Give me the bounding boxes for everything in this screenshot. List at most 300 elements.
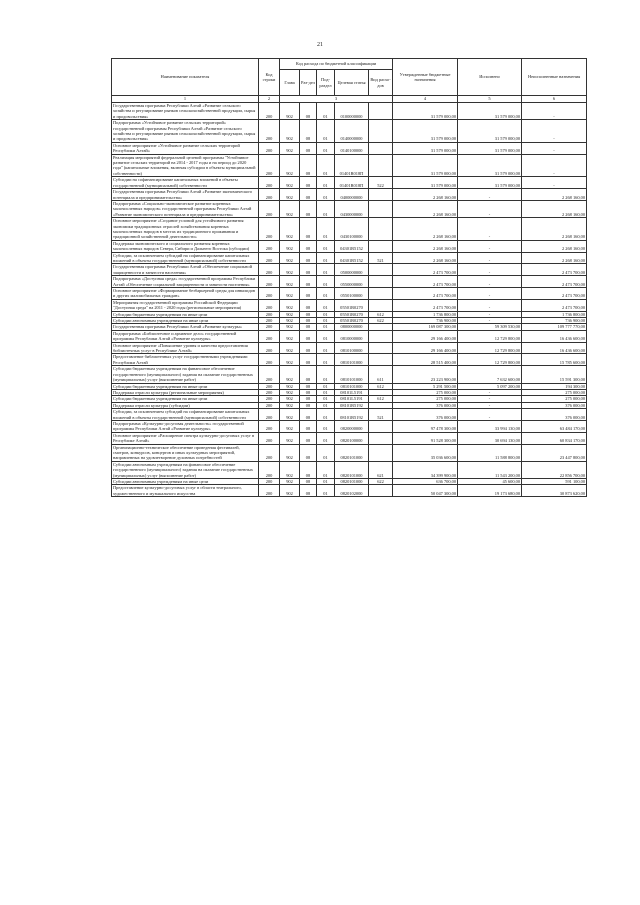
- row-razdel: 08: [300, 461, 317, 478]
- row-name: Подпрограмма «Культурно-досуговая деятельность» государственной программы Республики Алтай «Развитие культуры»: [112, 420, 259, 432]
- row-unexecuted: 2 473 700,00: [522, 276, 587, 288]
- row-line-code: 200: [259, 154, 280, 177]
- table-row: [112, 200, 587, 217]
- row-line-code: 200: [259, 218, 280, 241]
- row-unexecuted: 60 834 170,00: [522, 432, 587, 444]
- row-podrazdel: 01: [317, 142, 335, 154]
- header-target: Целевая статья: [335, 70, 369, 96]
- row-executed: -: [458, 389, 522, 395]
- row-name: Основное мероприятие «Расширение спектра культурно-досуговых услуг в Республике Алтай»: [112, 432, 259, 444]
- row-unexecuted: 2 268 160,00: [522, 252, 587, 264]
- row-name: Основное мероприятие «Формирование безбарьерной среды для инвалидов и других маломобильных граждан»: [112, 288, 259, 300]
- row-executed: 12 729 800,00: [458, 342, 522, 354]
- row-expense-type: 521: [369, 409, 393, 421]
- row-glava: 902: [280, 276, 300, 288]
- table-row: [112, 324, 587, 330]
- row-approved: 31 579 000,00: [393, 103, 458, 120]
- row-target: 0810100000: [335, 342, 369, 354]
- row-line-code: 200: [259, 396, 280, 402]
- row-podrazdel: 01: [317, 409, 335, 421]
- row-glava: 902: [280, 299, 300, 311]
- row-executed: 59 309 530,00: [458, 324, 522, 330]
- row-name: Субсидии, за исключением субсидий на софинансирование капитальных вложений в объекты государственной (муниципальной) собственности: [112, 252, 259, 264]
- row-target: 0550100000: [335, 288, 369, 300]
- row-target: 0820102000: [335, 485, 369, 497]
- row-unexecuted: 2 473 700,00: [522, 264, 587, 276]
- row-name: Государственная программа Республики Алтай «Развитие сельского хозяйства и регулирование рынков сельскохозяйственной продукции, сырья и продовольствия»: [112, 103, 259, 120]
- row-line-code: 200: [259, 354, 280, 366]
- table-row: [112, 189, 587, 201]
- table-row: [112, 276, 587, 288]
- row-glava: 902: [280, 318, 300, 324]
- row-unexecuted: 591 100,00: [522, 479, 587, 485]
- row-executed: -: [458, 299, 522, 311]
- row-approved: 2 473 700,00: [393, 264, 458, 276]
- row-executed: -: [458, 396, 522, 402]
- row-podrazdel: 01: [317, 120, 335, 143]
- row-podrazdel: 01: [317, 444, 335, 461]
- row-approved: 2 268 160,00: [393, 189, 458, 201]
- row-razdel: 08: [300, 420, 317, 432]
- row-name: Субсидии бюджетным учреждениям на финансовое обеспечение государственного (муниципального) задания на оказание государственных (муниципальных) услуг (выполнение работ): [112, 366, 259, 383]
- row-unexecuted: -: [522, 177, 587, 189]
- column-number: 6: [522, 96, 587, 103]
- row-expense-type: [369, 189, 393, 201]
- row-target: 0820100000: [335, 432, 369, 444]
- header-glava: Глава: [280, 70, 300, 96]
- row-executed: -: [458, 409, 522, 421]
- row-razdel: 08: [300, 318, 317, 324]
- row-executed: -: [458, 288, 522, 300]
- row-line-code: 200: [259, 288, 280, 300]
- row-expense-type: [369, 142, 393, 154]
- row-glava: 902: [280, 354, 300, 366]
- row-razdel: 08: [300, 103, 317, 120]
- row-glava: 902: [280, 103, 300, 120]
- row-podrazdel: 01: [317, 366, 335, 383]
- row-approved: 5 291 500,00: [393, 383, 458, 389]
- header-line-code: Код строки: [259, 59, 280, 96]
- row-target: 08101L5191: [335, 389, 369, 395]
- row-executed: 33 994 130,00: [458, 420, 522, 432]
- row-target: 08101R5192: [335, 409, 369, 421]
- row-approved: 2 268 160,00: [393, 218, 458, 241]
- row-executed: 12 729 800,00: [458, 330, 522, 342]
- row-approved: 31 579 000,00: [393, 120, 458, 143]
- row-executed: 31 579 000,00: [458, 142, 522, 154]
- row-razdel: 08: [300, 264, 317, 276]
- row-line-code: 200: [259, 311, 280, 317]
- row-podrazdel: 01: [317, 479, 335, 485]
- row-approved: 2 473 700,00: [393, 288, 458, 300]
- row-unexecuted: -: [522, 120, 587, 143]
- row-glava: 902: [280, 396, 300, 402]
- row-target: 05501R0270: [335, 311, 369, 317]
- row-podrazdel: 01: [317, 420, 335, 432]
- row-name: Субсидии бюджетным учреждениям на иные цели: [112, 311, 259, 317]
- row-target: 01401R018П: [335, 177, 369, 189]
- row-podrazdel: 01: [317, 396, 335, 402]
- row-unexecuted: 2 268 160,00: [522, 200, 587, 217]
- row-unexecuted: 2 473 700,00: [522, 288, 587, 300]
- row-executed: 31 579 000,00: [458, 103, 522, 120]
- row-name: Подпрограмма «Социально-экономическое развитие коренных малочисленных народов» государственной программы Республики Алтай «Развитие экономического потенциала и предпринимательства»: [112, 200, 259, 217]
- row-unexecuted: 16 436 600,00: [522, 330, 587, 342]
- row-name: Реализация мероприятий федеральной целевой программы "Устойчивое развитие сельских территорий на 2014 - 2017 годы и на период до 2020 года" (капитальные вложения, включая субсидии в объекты муниципальной собственности): [112, 154, 259, 177]
- row-razdel: 08: [300, 479, 317, 485]
- row-podrazdel: 01: [317, 264, 335, 276]
- row-line-code: 200: [259, 177, 280, 189]
- row-expense-type: 521: [369, 252, 393, 264]
- row-line-code: 200: [259, 120, 280, 143]
- row-approved: 376 000,00: [393, 409, 458, 421]
- row-podrazdel: 01: [317, 288, 335, 300]
- row-glava: 902: [280, 252, 300, 264]
- row-glava: 902: [280, 366, 300, 383]
- row-expense-type: [369, 288, 393, 300]
- table-row: [112, 330, 587, 342]
- row-razdel: 08: [300, 276, 317, 288]
- row-line-code: 200: [259, 318, 280, 324]
- row-target: 0820000000: [335, 420, 369, 432]
- row-podrazdel: 01: [317, 318, 335, 324]
- row-glava: 902: [280, 402, 300, 408]
- row-unexecuted: 1 736 800,00: [522, 311, 587, 317]
- row-approved: 31 579 000,00: [393, 142, 458, 154]
- row-expense-type: 621: [369, 461, 393, 478]
- row-unexecuted: 376 000,00: [522, 409, 587, 421]
- column-number: 5: [458, 96, 522, 103]
- row-razdel: 08: [300, 383, 317, 389]
- header-classification: Код расхода по бюджетной классификации: [280, 59, 393, 70]
- table-body: [112, 103, 587, 497]
- row-line-code: 200: [259, 383, 280, 389]
- row-approved: 97 478 300,00: [393, 420, 458, 432]
- table-row: [112, 142, 587, 154]
- header-name: Наименование показателя: [112, 59, 259, 96]
- row-target: 05501R0270: [335, 318, 369, 324]
- row-line-code: 200: [259, 200, 280, 217]
- row-expense-type: 611: [369, 366, 393, 383]
- row-executed: -: [458, 189, 522, 201]
- row-razdel: 08: [300, 252, 317, 264]
- page-number: 21: [317, 42, 323, 48]
- row-podrazdel: 01: [317, 218, 335, 241]
- table-row: [112, 288, 587, 300]
- row-approved: 275 000,00: [393, 396, 458, 402]
- row-glava: 902: [280, 120, 300, 143]
- row-target: 0400000000: [335, 189, 369, 201]
- row-line-code: 200: [259, 264, 280, 276]
- row-approved: 2 268 160,00: [393, 240, 458, 252]
- row-executed: 12 729 800,00: [458, 354, 522, 366]
- row-razdel: 08: [300, 342, 317, 354]
- row-target: 0500000000: [335, 264, 369, 276]
- row-target: 04301R5152: [335, 252, 369, 264]
- table-row: [112, 354, 587, 366]
- header-expense-type: Вид расхо-дов: [369, 70, 393, 96]
- row-unexecuted: 275 000,00: [522, 396, 587, 402]
- table-row: [112, 299, 587, 311]
- row-podrazdel: 01: [317, 276, 335, 288]
- row-podrazdel: 01: [317, 240, 335, 252]
- row-executed: -: [458, 311, 522, 317]
- row-razdel: 08: [300, 240, 317, 252]
- row-target: 0820101000: [335, 444, 369, 461]
- row-approved: 34 399 900,00: [393, 461, 458, 478]
- row-name: Организационно-техническое обеспечение проведения фестивалей, смотров, конкурсов, концертов и иных культурных мероприятий, направленных на удовлетворение духовных потребностей: [112, 444, 259, 461]
- row-podrazdel: 01: [317, 103, 335, 120]
- row-line-code: 200: [259, 103, 280, 120]
- row-expense-type: [369, 420, 393, 432]
- row-line-code: 200: [259, 389, 280, 395]
- row-executed: -: [458, 240, 522, 252]
- row-glava: 902: [280, 324, 300, 330]
- header-approved: Утвержденные бюджетные назначения: [393, 59, 458, 96]
- row-expense-type: [369, 276, 393, 288]
- row-approved: 31 579 000,00: [393, 154, 458, 177]
- row-razdel: 08: [300, 354, 317, 366]
- row-glava: 902: [280, 420, 300, 432]
- row-unexecuted: 15 785 600,00: [522, 354, 587, 366]
- row-expense-type: [369, 120, 393, 143]
- row-podrazdel: 01: [317, 402, 335, 408]
- row-approved: 91 528 300,00: [393, 432, 458, 444]
- row-approved: 736 900,00: [393, 318, 458, 324]
- row-approved: 636 700,00: [393, 479, 458, 485]
- row-razdel: 08: [300, 200, 317, 217]
- row-line-code: 200: [259, 432, 280, 444]
- row-unexecuted: 22 856 700,00: [522, 461, 587, 478]
- row-target: 0430000000: [335, 200, 369, 217]
- row-podrazdel: 01: [317, 299, 335, 311]
- row-glava: 902: [280, 485, 300, 497]
- row-razdel: 08: [300, 324, 317, 330]
- row-executed: 19 173 680,00: [458, 485, 522, 497]
- row-podrazdel: 01: [317, 485, 335, 497]
- row-expense-type: [369, 103, 393, 120]
- table-row: [112, 485, 587, 497]
- row-line-code: 200: [259, 420, 280, 432]
- row-name: Предоставление библиотечных услуг государственными учреждениями Республики Алтай: [112, 354, 259, 366]
- row-unexecuted: 30 873 620,00: [522, 485, 587, 497]
- row-expense-type: [369, 240, 393, 252]
- row-target: 0820101000: [335, 461, 369, 478]
- row-podrazdel: 01: [317, 342, 335, 354]
- row-unexecuted: 736 900,00: [522, 318, 587, 324]
- table-row: [112, 103, 587, 120]
- row-approved: 2 473 700,00: [393, 299, 458, 311]
- column-number: 2: [259, 96, 280, 103]
- row-executed: -: [458, 200, 522, 217]
- table-row: [112, 154, 587, 177]
- row-razdel: 08: [300, 402, 317, 408]
- table-row: [112, 383, 587, 389]
- row-target: 08101L5191: [335, 396, 369, 402]
- row-executed: 31 579 000,00: [458, 154, 522, 177]
- row-approved: 169 087 300,00: [393, 324, 458, 330]
- row-expense-type: 612: [369, 396, 393, 402]
- row-podrazdel: 01: [317, 189, 335, 201]
- row-executed: -: [458, 402, 522, 408]
- row-unexecuted: -: [522, 154, 587, 177]
- row-target: 08101R5192: [335, 402, 369, 408]
- row-name: Субсидии на софинансирование капитальных вложений в объекты государственной (муниципальной) собственности: [112, 177, 259, 189]
- row-expense-type: [369, 444, 393, 461]
- table-row: [112, 240, 587, 252]
- row-line-code: 200: [259, 444, 280, 461]
- row-name: Субсидии автономным учреждениям на иные цели: [112, 479, 259, 485]
- row-unexecuted: 15 591 300,00: [522, 366, 587, 383]
- table-row: [112, 342, 587, 354]
- row-executed: 11 588 800,00: [458, 444, 522, 461]
- row-razdel: 08: [300, 189, 317, 201]
- row-target: 0550000000: [335, 276, 369, 288]
- row-unexecuted: 376 000,00: [522, 402, 587, 408]
- row-expense-type: 612: [369, 311, 393, 317]
- row-glava: 902: [280, 444, 300, 461]
- row-approved: 275 000,00: [393, 389, 458, 395]
- row-expense-type: 612: [369, 383, 393, 389]
- row-line-code: 200: [259, 461, 280, 478]
- row-glava: 902: [280, 479, 300, 485]
- row-razdel: 08: [300, 311, 317, 317]
- row-glava: 902: [280, 142, 300, 154]
- row-approved: 2 473 700,00: [393, 276, 458, 288]
- row-line-code: 200: [259, 366, 280, 383]
- row-glava: 902: [280, 154, 300, 177]
- row-unexecuted: 2 268 160,00: [522, 218, 587, 241]
- row-executed: 7 632 600,00: [458, 366, 522, 383]
- row-unexecuted: -: [522, 142, 587, 154]
- row-name: Подпрограмма «Доступная среда» государственной программы Республики Алтай «Обеспечение социальной защищенности и занятости населения»: [112, 276, 259, 288]
- header-razdel: Раз-дел: [300, 70, 317, 96]
- row-approved: 23 223 900,00: [393, 366, 458, 383]
- row-name: Основное мероприятие «Повышение уровня и качества предоставления библиотечных услуг в Республике Алтай»: [112, 342, 259, 354]
- row-approved: 1 736 800,00: [393, 311, 458, 317]
- row-target: 0100000000: [335, 103, 369, 120]
- row-glava: 902: [280, 189, 300, 201]
- row-name: Субсидии автономным учреждениям на иные цели: [112, 318, 259, 324]
- row-unexecuted: 109 777 770,00: [522, 324, 587, 330]
- row-razdel: 08: [300, 288, 317, 300]
- row-unexecuted: 2 268 160,00: [522, 189, 587, 201]
- row-target: 0810101000: [335, 354, 369, 366]
- row-executed: 45 600,00: [458, 479, 522, 485]
- table-row: [112, 444, 587, 461]
- row-approved: 31 579 000,00: [393, 177, 458, 189]
- row-razdel: 08: [300, 389, 317, 395]
- row-razdel: 08: [300, 444, 317, 461]
- table-row: [112, 479, 587, 485]
- row-approved: 29 166 400,00: [393, 330, 458, 342]
- row-podrazdel: 01: [317, 383, 335, 389]
- table-row: [112, 420, 587, 432]
- row-podrazdel: 01: [317, 311, 335, 317]
- row-approved: 50 047 300,00: [393, 485, 458, 497]
- row-podrazdel: 01: [317, 354, 335, 366]
- row-approved: 28 515 400,00: [393, 354, 458, 366]
- row-target: 0800000000: [335, 324, 369, 330]
- column-number: 4: [393, 96, 458, 103]
- row-razdel: 08: [300, 485, 317, 497]
- row-line-code: 200: [259, 479, 280, 485]
- row-glava: 902: [280, 177, 300, 189]
- row-line-code: 200: [259, 485, 280, 497]
- row-expense-type: 622: [369, 479, 393, 485]
- row-podrazdel: 01: [317, 461, 335, 478]
- row-executed: -: [458, 276, 522, 288]
- row-unexecuted: 16 436 600,00: [522, 342, 587, 354]
- row-name: Подпрограмма «Устойчивое развитие сельских территорий» государственной программы Республики Алтай «Развитие сельского хозяйства и регулирование рынков сельскохозяйственной продукции, сырья и продовольствия»: [112, 120, 259, 143]
- row-line-code: 200: [259, 409, 280, 421]
- row-glava: 902: [280, 288, 300, 300]
- row-razdel: 08: [300, 177, 317, 189]
- row-name: Субсидии бюджетным учреждениям на иные цели: [112, 396, 259, 402]
- row-glava: 902: [280, 383, 300, 389]
- row-name: Основное мероприятие «Устойчивое развитие сельских территорий Республики Алтай»: [112, 142, 259, 154]
- row-glava: 902: [280, 342, 300, 354]
- row-expense-type: [369, 154, 393, 177]
- row-executed: 5 097 200,00: [458, 383, 522, 389]
- row-executed: -: [458, 218, 522, 241]
- header-executed: Исполнено: [458, 59, 522, 96]
- row-unexecuted: 2 268 160,00: [522, 240, 587, 252]
- row-expense-type: [369, 485, 393, 497]
- row-name: Предоставление культурно-досуговых услуг в области театрального, художественного и музыкального искусства: [112, 485, 259, 497]
- table-row: [112, 432, 587, 444]
- row-podrazdel: 01: [317, 389, 335, 395]
- row-glava: 902: [280, 218, 300, 241]
- row-razdel: 08: [300, 142, 317, 154]
- row-line-code: 200: [259, 189, 280, 201]
- row-razdel: 08: [300, 299, 317, 311]
- row-executed: -: [458, 264, 522, 276]
- row-target: 05501R0270: [335, 299, 369, 311]
- table-row: [112, 218, 587, 241]
- row-name: Субсидии автономным учреждениям на финансовое обеспечение государственного (муниципального) задания на оказание государственных (муниципальных) услуг (выполнение работ): [112, 461, 259, 478]
- row-approved: 29 166 400,00: [393, 342, 458, 354]
- row-executed: -: [458, 252, 522, 264]
- table-row: [112, 366, 587, 383]
- row-razdel: 08: [300, 396, 317, 402]
- row-podrazdel: 01: [317, 200, 335, 217]
- row-name: Государственная программа Республики Алтай «Развитие культуры»: [112, 324, 259, 330]
- row-expense-type: 622: [369, 318, 393, 324]
- row-razdel: 08: [300, 120, 317, 143]
- row-podrazdel: 01: [317, 177, 335, 189]
- column-number: 3: [280, 96, 393, 103]
- table-row: [112, 120, 587, 143]
- row-expense-type: [369, 330, 393, 342]
- row-executed: 30 694 130,00: [458, 432, 522, 444]
- row-approved: 376 000,00: [393, 402, 458, 408]
- row-razdel: 08: [300, 330, 317, 342]
- row-executed: 31 579 000,00: [458, 177, 522, 189]
- row-unexecuted: 194 300,00: [522, 383, 587, 389]
- row-expense-type: [369, 200, 393, 217]
- row-expense-type: 522: [369, 177, 393, 189]
- row-expense-type: [369, 342, 393, 354]
- budget-execution-table: [111, 58, 587, 497]
- row-unexecuted: 23 447 800,00: [522, 444, 587, 461]
- table-row: [112, 177, 587, 189]
- row-name: Государственная программа Республики Алтай «Обеспечение социальной защищенности и занятости населения»: [112, 264, 259, 276]
- row-target: 04301R5152: [335, 240, 369, 252]
- row-line-code: 200: [259, 330, 280, 342]
- row-expense-type: [369, 218, 393, 241]
- row-name: Основное мероприятие «Создание условий для устойчивого развития экономики традиционных отраслей хозяйствования коренных малочисленных народов в местах их традиционного проживания и традиционной хозяйственной деятельности»: [112, 218, 259, 241]
